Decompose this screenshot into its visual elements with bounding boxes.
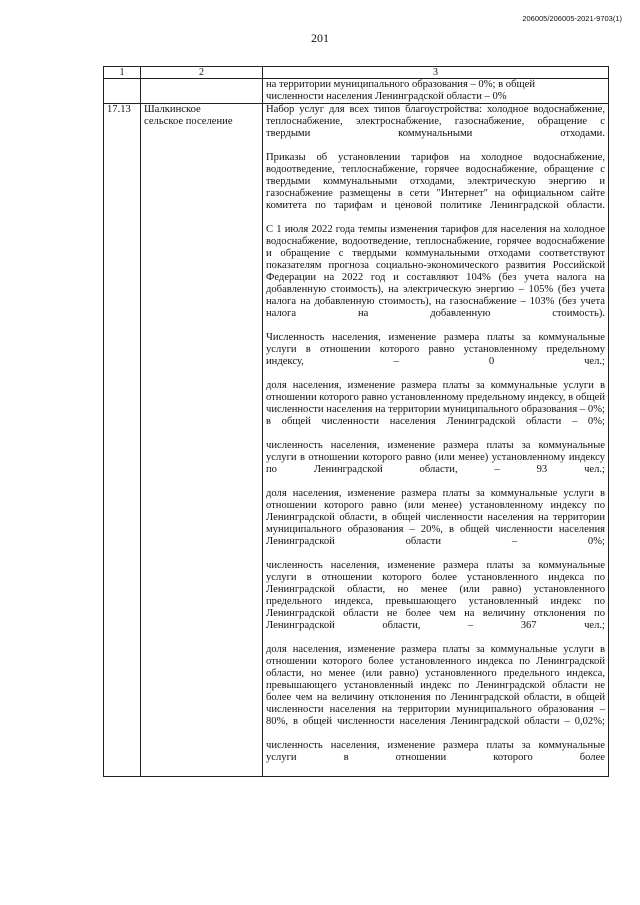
settlement-name-line: Шалкинское: [144, 104, 201, 115]
paragraph-tariff-rates: С 1 июля 2022 года темпы изменения тарифов для населения на холодное водоснабжение, водоотведение, теплоснабжение, горячее водоснабжение и обращение с твердыми коммунальными отходами соответствуют показателям прогноза социально-экономического развития Российской Федерации на 2022 год и составляют 104% (без учета налога на добавленную стоимость), на электрическую энергию – 105% (без учета налога на добавленную стоимость), на газоснабжение – 103% (без учета налога на добавленную стоимость).: [266, 224, 605, 319]
settlement-name-line: сельское поселение: [144, 116, 233, 127]
paragraph-population-equal-limit: Численность населения, изменение размера платы за коммунальные услуги в отношении которого равно установленному предельному индексу, – 0 чел.;: [266, 332, 605, 367]
table-header-row: [104, 67, 609, 79]
document-code: 206005/206005-2021-9703(1): [522, 14, 622, 23]
row-number: 17.13: [104, 104, 141, 777]
paragraph-population-above-index: численность населения, изменение размера платы за коммунальные услуги в отношении которого более установленного индекса по Ленинградской области, но менее (или равно) установленного предельного индекса, превышающего установленный индекс по Ленинградской области не более чем на величину отклонения по Ленинградской области, – 367 чел.;: [266, 560, 605, 631]
paragraph-population-below-index: численность населения, изменение размера платы за коммунальные услуги в отношении которого равно (или менее) установленному индексу по Ленинградской области, – 93 чел.;: [266, 440, 605, 475]
continuation-name-cell: [141, 79, 263, 104]
paragraph-tariff-orders: Приказы об установлении тарифов на холодное водоснабжение, водоотведение, теплоснабжение, горячее водоснабжение, обращение с твердыми коммунальными отходами, электрическую энергию и газоснабжение размещены в сети "Интернет" на официальном сайте комитета по тарифам и ценовой политике Ленинградской области.: [266, 152, 605, 211]
continuation-line: на территории муниципального образования – 0%; в общей: [266, 79, 535, 90]
column-header-2: 2: [141, 67, 263, 79]
continuation-text-cell: [263, 79, 609, 104]
continuation-row: [104, 79, 609, 104]
continuation-number-cell: [104, 79, 141, 104]
column-header-3: 3: [263, 67, 609, 79]
paragraph-services: Набор услуг для всех типов благоустройства: холодное водоснабжение, теплоснабжение, электроснабжение, газоснабжение, обращение с твердыми коммунальными отходами.: [266, 104, 605, 139]
row-description: [263, 104, 609, 777]
paragraph-population-above-limit: численность населения, изменение размера платы за коммунальные услуги в отношении которого более: [266, 740, 605, 763]
tariff-table: [103, 66, 609, 777]
paragraph-share-equal-limit: доля населения, изменение размера платы за коммунальные услуги в отношении которого равно установленному предельному индексу, в общей численности населения на территории муниципального образования – 0%; в общей численности населения Ленинградской области – 0%;: [266, 380, 605, 427]
paragraph-share-below-index: доля населения, изменение размера платы за коммунальные услуги в отношении которого равно (или менее) установленному индексу по Ленинградской области, в общей численности населения на территории муниципального образования – 20%, в общей численности населения Ленинградской области – 0%;: [266, 488, 605, 547]
page-number: 201: [311, 31, 329, 45]
table-row: [104, 104, 609, 777]
paragraph-share-above-index: доля населения, изменение размера платы за коммунальные услуги в отношении которого более установленного индекса по Ленинградской области, но менее (или равно) установленного предельного индекса, превышающего установленный индекс по Ленинградской области не более чем на величину отклонения по Ленинградской области, в общей численности населения на территории муниципального образования – 80%, в общей численности населения Ленинградской области – 0,02%;: [266, 644, 605, 727]
column-header-1: 1: [104, 67, 141, 79]
settlement-name: [141, 104, 263, 777]
continuation-line: численности населения Ленинградской области – 0%: [266, 91, 507, 102]
